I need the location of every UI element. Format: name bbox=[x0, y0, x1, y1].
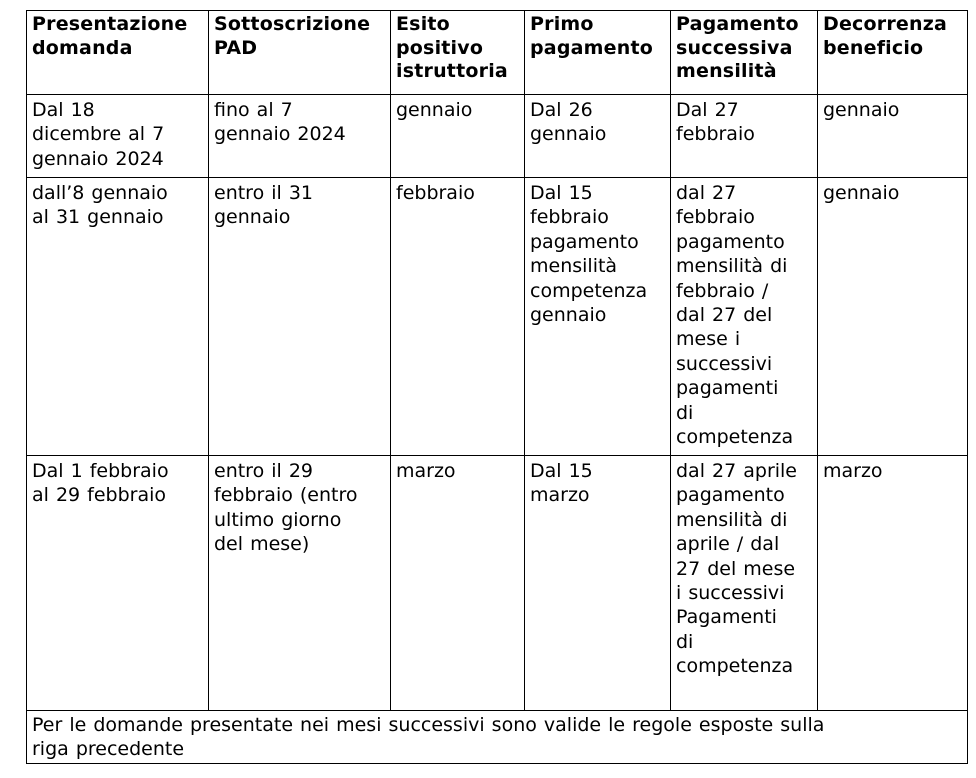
schedule-table bbox=[26, 10, 968, 764]
table-row bbox=[27, 456, 968, 711]
table-cell: gennaio bbox=[818, 95, 968, 178]
header-row bbox=[27, 11, 968, 95]
table-cell: Dal 26 gennaio bbox=[525, 95, 671, 178]
table-cell: Dal 15 febbraio pagamento mensilità competenza gennaio bbox=[525, 178, 671, 456]
table-cell: entro il 31 gennaio bbox=[209, 178, 391, 456]
table-cell: gennaio bbox=[818, 178, 968, 456]
header-pagamento-successiva-mensilita: Pagamento successiva mensilità bbox=[671, 11, 818, 95]
header-sottoscrizione-pad: Sottoscrizione PAD bbox=[209, 11, 391, 95]
table-cell: Dal 27 febbraio bbox=[671, 95, 818, 178]
header-primo-pagamento: Primo pagamento bbox=[525, 11, 671, 95]
table-row bbox=[27, 95, 968, 178]
table-cell: Dal 15 marzo bbox=[525, 456, 671, 711]
table-cell: entro il 29 febbraio (entro ultimo giorno del mese) bbox=[209, 456, 391, 711]
table-row bbox=[27, 178, 968, 456]
table-cell: Dal 18 dicembre al 7 gennaio 2024 bbox=[27, 95, 209, 178]
table-cell: dal 27 aprile pagamento mensilità di aprile / dal 27 del mese i successivi Pagamenti di competenza bbox=[671, 456, 818, 711]
table-cell: marzo bbox=[818, 456, 968, 711]
note-row bbox=[27, 711, 968, 764]
table-cell: fino al 7 gennaio 2024 bbox=[209, 95, 391, 178]
table-cell: dal 27 febbraio pagamento mensilità di febbraio / dal 27 del mese i successivi pagamenti di competenza bbox=[671, 178, 818, 456]
table-cell: marzo bbox=[391, 456, 525, 711]
footnote-text: Per le domande presentate nei mesi successivi sono valide le regole esposte sulla riga precedente bbox=[27, 711, 968, 764]
header-presentazione-domanda: Presentazione domanda bbox=[27, 11, 209, 95]
table-cell: dall’8 gennaio al 31 gennaio bbox=[27, 178, 209, 456]
table-cell: gennaio bbox=[391, 95, 525, 178]
header-esito-positivo-istruttoria: Esito positivo istruttoria bbox=[391, 11, 525, 95]
table-cell: febbraio bbox=[391, 178, 525, 456]
header-decorrenza-beneficio: Decorrenza beneficio bbox=[818, 11, 968, 95]
table-cell: Dal 1 febbraio al 29 febbraio bbox=[27, 456, 209, 711]
